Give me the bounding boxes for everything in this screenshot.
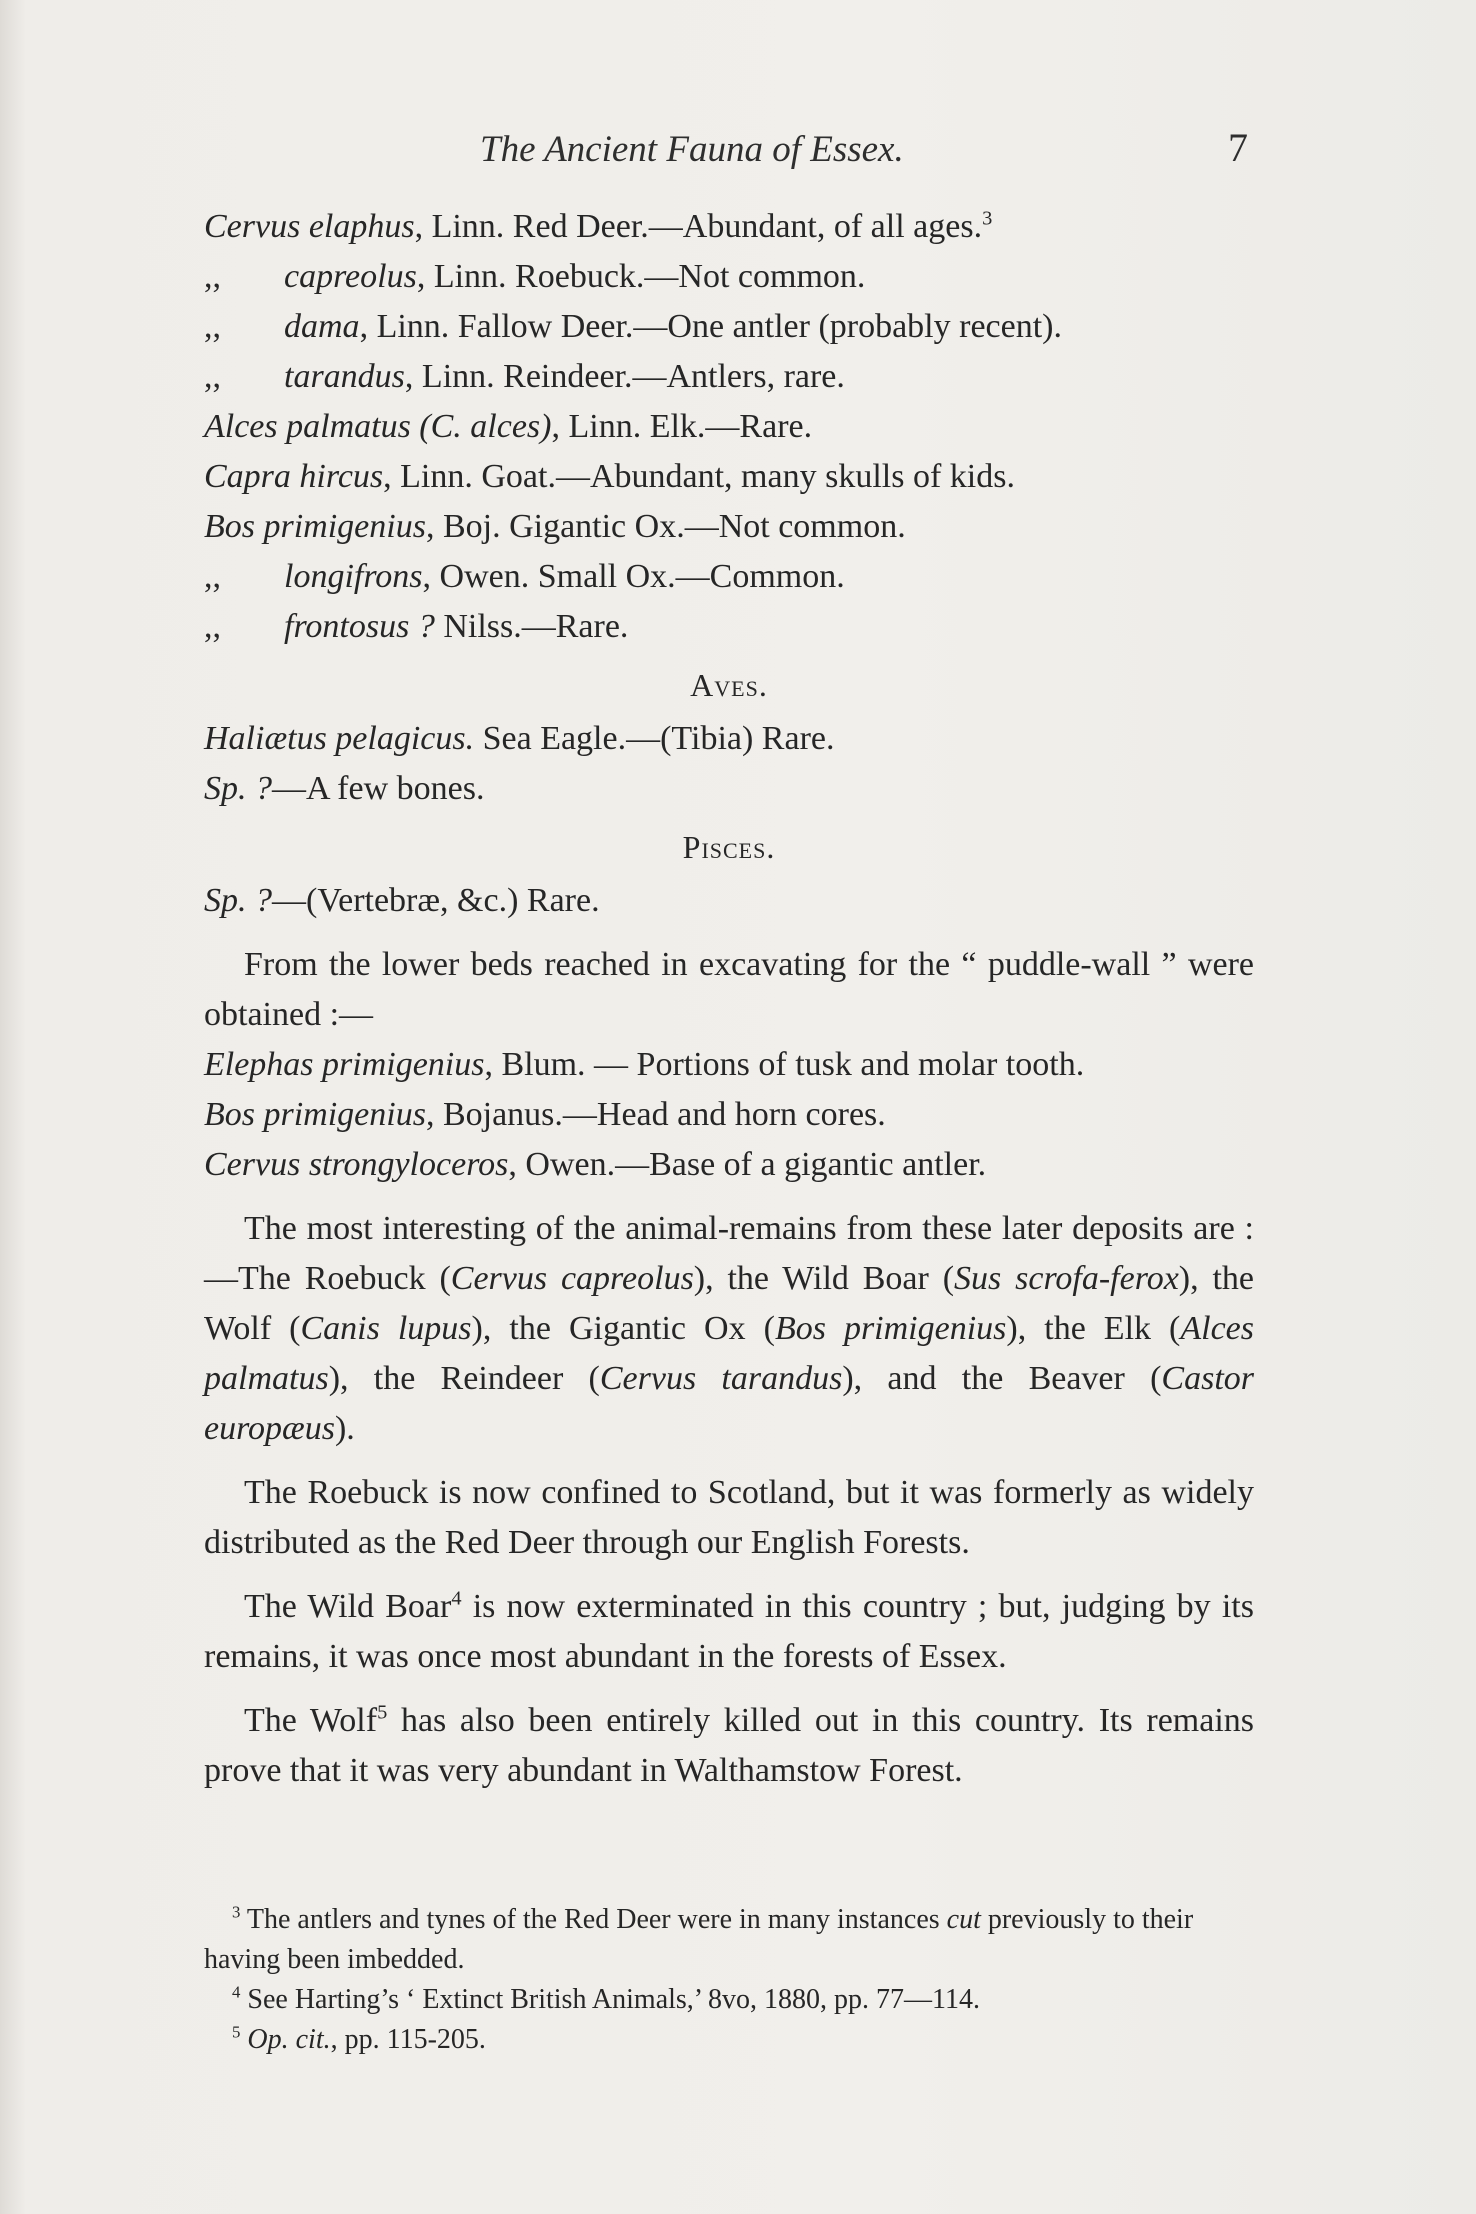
pisces-heading: Pisces. — [682, 829, 776, 865]
list-item: Alces palmatus (C. alces), Linn. Elk.—Rare. — [204, 408, 813, 445]
list-item: ,, longifrons, Owen. Small Ox.—Common. — [204, 552, 1254, 602]
paragraph-wild-boar: The Wild Boar$^4$ is now exterminated in this country ; but, judging by its remains, it was once most abundant in the forests of Essex. — [204, 1587, 1254, 1675]
list-item: Bos primigenius, Boj. Gigantic Ox.—Not common. — [204, 508, 906, 545]
list-item: ,, tarandus, Linn. Reindeer.—Antlers, rare. — [204, 352, 1254, 402]
ditto-mark: ,, — [204, 558, 221, 595]
page-body — [204, 202, 1254, 1796]
paragraph-interesting-remains: The most interesting of the animal-remains from these later deposits are :—The Roebuck (Cervus capreolus), the Wild Boar (Sus scrofa-ferox), the Wolf (Canis lupus), the Gigantic Ox (Bos primigenius), the Elk (Alces palmatus), the Reindeer (Cervus tarandus), and the Beaver (Castor europæus). — [204, 1210, 1255, 1447]
paragraph-roebuck: The Roebuck is now confined to Scotland, but it was formerly as widely distributed as the Red Deer through our English Forests. — [204, 1474, 1254, 1561]
ditto-mark: ,, — [204, 258, 221, 295]
lower-beds-list — [204, 1040, 1254, 1190]
page-number: 7 — [1228, 125, 1248, 170]
footnote: $^4$ See Harting’s ‘ Extinct British Animals,’ 8vo, 1880, pp. 77—114. — [232, 1982, 980, 2015]
list-item: Sp. ?—(Vertebræ, &c.) Rare. — [204, 882, 600, 919]
list-item: Cervus strongyloceros, Owen.—Base of a gigantic antler. — [204, 1146, 987, 1183]
list-item: Sp. ?—A few bones. — [204, 770, 485, 807]
paragraph-wolf: The Wolf$^5$ has also been entirely killed out in this country. Its remains prove that it was very abundant in Walthamstow Forest. — [204, 1701, 1254, 1789]
footnote: $^3$ The antlers and tynes of the Red Deer were in many instances cut previously to their having been imbedded. — [204, 1902, 1194, 1975]
aves-heading: Aves. — [690, 667, 768, 703]
lower-beds-intro: From the lower beds reached in excavating for the “ puddle-wall ” were obtained :— — [204, 946, 1254, 1033]
list-item: ,, dama, Linn. Fallow Deer.—One antler (probably recent). — [204, 302, 1254, 352]
list-item: ,, frontosus ? Nilss.—Rare. — [204, 602, 1254, 652]
running-title: The Ancient Fauna of Essex. — [480, 129, 904, 170]
list-item: Bos primigenius, Bojanus.—Head and horn cores. — [204, 1096, 886, 1133]
list-item: Capra hircus, Linn. Goat.—Abundant, many skulls of kids. — [204, 458, 1015, 495]
footnote: $^5$ Op. cit., pp. 115-205. — [232, 2022, 486, 2055]
footnotes — [204, 1900, 1254, 2060]
list-item: Cervus elaphus, Linn. Red Deer.—Abundant, of all ages.$^3$ — [204, 207, 993, 245]
ditto-mark: ,, — [204, 358, 221, 395]
list-item: Haliætus pelagicus. Sea Eagle.—(Tibia) Rare. — [204, 720, 835, 757]
ditto-mark: ,, — [204, 608, 221, 645]
footnote-ref: 5 — [377, 1701, 388, 1724]
footnote-ref: 4 — [451, 1587, 462, 1610]
ditto-mark: ,, — [204, 308, 221, 345]
list-item: ,, capreolus, Linn. Roebuck.—Not common. — [204, 252, 1254, 302]
mammal-list — [204, 202, 1254, 652]
list-item: Elephas primigenius, Blum. — Portions of tusk and molar tooth. — [204, 1046, 1085, 1083]
